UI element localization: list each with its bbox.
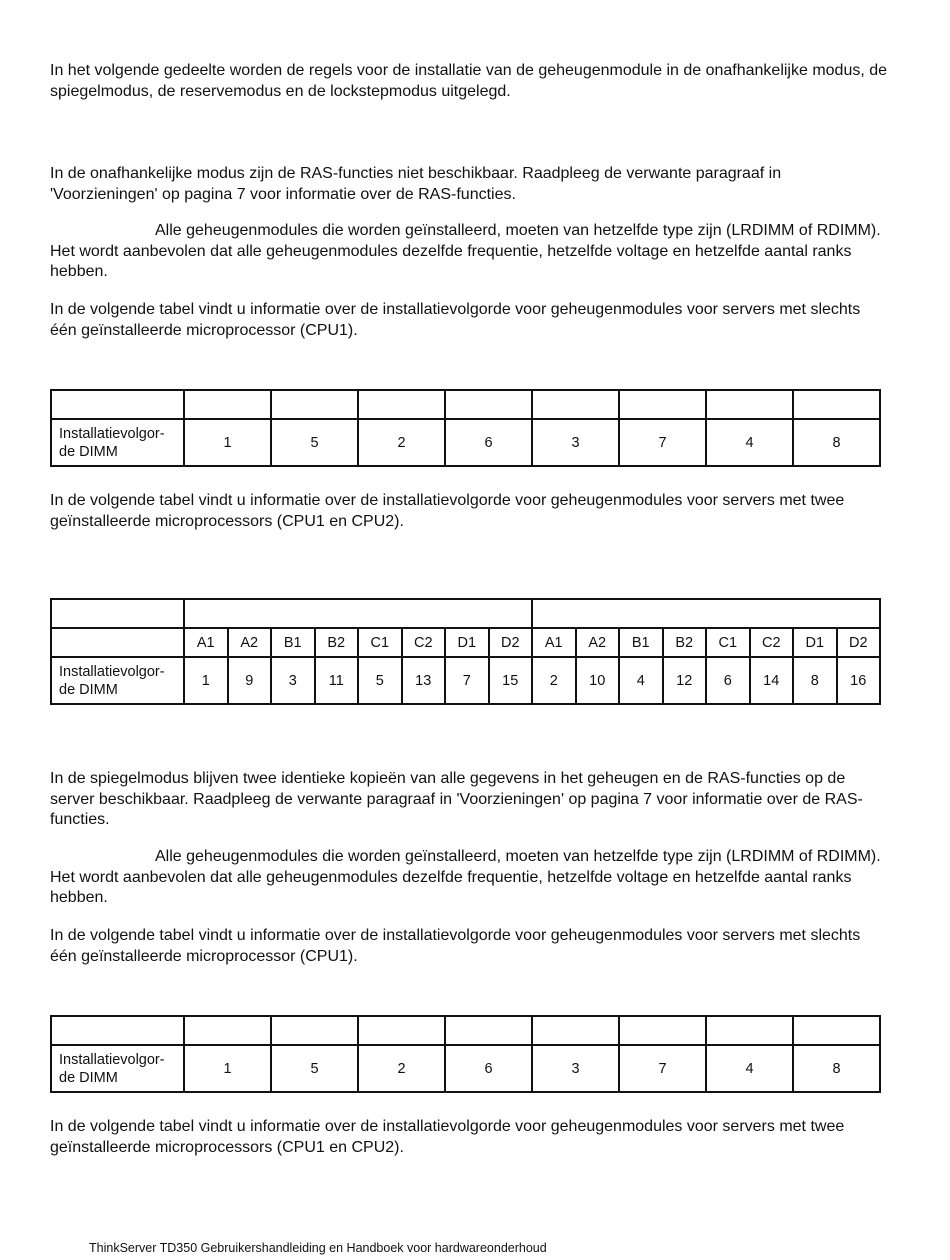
table-cell bbox=[51, 1016, 184, 1045]
row-label: Installatievolgor- de DIMM bbox=[51, 1045, 184, 1092]
table-cell: 1 bbox=[184, 419, 271, 466]
table-cell: 3 bbox=[271, 657, 315, 704]
table-intro-two-cpu-mirror: In de volgende tabel vindt u informatie over de installatievolgorde voor geheugenmodules voor servers met twee geïnstalleerde microprocessors (CPU1 en CPU2). bbox=[50, 1118, 845, 1156]
table-cell: 9 bbox=[228, 657, 272, 704]
table-cell bbox=[445, 1016, 532, 1045]
table-cell bbox=[271, 1016, 358, 1045]
table-cell: 8 bbox=[793, 657, 837, 704]
table-cell: 3 bbox=[532, 419, 619, 466]
slot-label: D1 bbox=[445, 628, 489, 657]
table-cell bbox=[184, 599, 532, 628]
slot-label: C1 bbox=[358, 628, 402, 657]
table-cell: 15 bbox=[489, 657, 533, 704]
table-cell: 13 bbox=[402, 657, 446, 704]
table-cell: 6 bbox=[706, 657, 750, 704]
table-cell bbox=[358, 390, 445, 419]
table-cell: 6 bbox=[445, 419, 532, 466]
table-cell bbox=[51, 628, 184, 657]
table-cell: 7 bbox=[445, 657, 489, 704]
table-cell: 8 bbox=[793, 1045, 880, 1092]
table-intro-two-cpu: In de volgende tabel vindt u informatie over de installatievolgorde voor geheugenmodules voor servers met twee geïnstalleerde microprocessors (CPU1 en CPU2). bbox=[50, 492, 845, 530]
table-header-row bbox=[51, 599, 880, 628]
table-cell: 5 bbox=[271, 419, 358, 466]
slot-label: A2 bbox=[576, 628, 620, 657]
table-row bbox=[51, 657, 880, 704]
dimm-table-two-cpu bbox=[50, 598, 881, 705]
table-cell bbox=[706, 1016, 793, 1045]
table-cell: 5 bbox=[271, 1045, 358, 1092]
table-cell: 2 bbox=[358, 419, 445, 466]
slot-label: B1 bbox=[619, 628, 663, 657]
table-cell: 4 bbox=[706, 1045, 793, 1092]
table-header-row bbox=[51, 1016, 880, 1045]
slot-row bbox=[51, 628, 880, 657]
table-cell: 12 bbox=[663, 657, 707, 704]
table-cell bbox=[532, 390, 619, 419]
row-label: Installatievolgor- de DIMM bbox=[51, 419, 184, 466]
table-cell bbox=[619, 1016, 706, 1045]
slot-label: A1 bbox=[532, 628, 576, 657]
note-paragraph-mirror: Alle geheugenmodules die worden geïnstalleerd, moeten van hetzelfde type zijn (LRDIMM of RDIMM). Het wordt aanbevolen dat alle geheugenmodules dezelfde frequentie, hetzelfde voltage en hetzelfde aantal ranks hebben. bbox=[50, 848, 881, 906]
table-cell: 6 bbox=[445, 1045, 532, 1092]
mirror-mode-paragraph: In de spiegelmodus blijven twee identieke kopieën van alle gegevens in het geheugen en de RAS-functies op de server beschikbaar. Raadpleeg de verwante paragraaf in 'Voorzieningen' op pagina 7 voor informatie over de RAS-functies. bbox=[50, 770, 863, 828]
table-cell: 2 bbox=[532, 657, 576, 704]
slot-label: A1 bbox=[184, 628, 228, 657]
table-cell bbox=[706, 390, 793, 419]
slot-label: C2 bbox=[750, 628, 794, 657]
table-intro-one-cpu-mirror: In de volgende tabel vindt u informatie over de installatievolgorde voor geheugenmodules voor servers met slechts één geïnstalleerde microprocessor (CPU1). bbox=[50, 927, 861, 965]
slot-label: B2 bbox=[315, 628, 359, 657]
table-cell: 16 bbox=[837, 657, 881, 704]
table-cell bbox=[184, 1016, 271, 1045]
slot-label: D2 bbox=[489, 628, 533, 657]
table-cell bbox=[271, 390, 358, 419]
table-cell bbox=[532, 599, 880, 628]
table-cell: 14 bbox=[750, 657, 794, 704]
table-cell: 4 bbox=[619, 657, 663, 704]
table-cell bbox=[532, 1016, 619, 1045]
table-cell: 2 bbox=[358, 1045, 445, 1092]
dimm-table-one-cpu bbox=[50, 389, 881, 467]
slot-label: A2 bbox=[228, 628, 272, 657]
table-cell: 5 bbox=[358, 657, 402, 704]
independent-mode-paragraph: In de onafhankelijke modus zijn de RAS-functies niet beschikbaar. Raadpleeg de verwante paragraaf in 'Voorzieningen' op pagina 7 voor informatie over de RAS-functies. bbox=[50, 165, 782, 203]
table-row bbox=[51, 419, 880, 466]
table-cell: 3 bbox=[532, 1045, 619, 1092]
slot-label: C2 bbox=[402, 628, 446, 657]
page-footer: ThinkServer TD350 Gebruikershandleiding en Handboek voor hardwareonderhoud bbox=[89, 1241, 547, 1255]
slot-label: D1 bbox=[793, 628, 837, 657]
table-cell: 1 bbox=[184, 657, 228, 704]
note-paragraph: Alle geheugenmodules die worden geïnstalleerd, moeten van hetzelfde type zijn (LRDIMM of RDIMM). Het wordt aanbevolen dat alle geheugenmodules dezelfde frequentie, hetzelfde voltage en hetzelfde aantal ranks hebben. bbox=[50, 222, 881, 280]
slot-label: D2 bbox=[837, 628, 881, 657]
table-cell: 1 bbox=[184, 1045, 271, 1092]
table-cell bbox=[358, 1016, 445, 1045]
intro-paragraph: In het volgende gedeelte worden de regels voor de installatie van de geheugenmodule in de onafhankelijke modus, de spiegelmodus, de reservemodus en de lockstepmodus uitgelegd. bbox=[50, 62, 888, 100]
slot-label: C1 bbox=[706, 628, 750, 657]
table-cell: 8 bbox=[793, 419, 880, 466]
table-cell: 4 bbox=[706, 419, 793, 466]
row-label: Installatievolgor- de DIMM bbox=[51, 657, 184, 704]
table-intro-one-cpu: In de volgende tabel vindt u informatie over de installatievolgorde voor geheugenmodules voor servers met slechts één geïnstalleerde microprocessor (CPU1). bbox=[50, 301, 861, 339]
table-cell bbox=[184, 390, 271, 419]
table-cell: 7 bbox=[619, 419, 706, 466]
dimm-table-one-cpu-mirror bbox=[50, 1015, 881, 1093]
table-cell bbox=[51, 599, 184, 628]
slot-label: B2 bbox=[663, 628, 707, 657]
slot-label: B1 bbox=[271, 628, 315, 657]
table-cell: 11 bbox=[315, 657, 359, 704]
table-cell: 10 bbox=[576, 657, 620, 704]
table-cell bbox=[445, 390, 532, 419]
table-cell bbox=[793, 1016, 880, 1045]
table-cell bbox=[51, 390, 184, 419]
table-header-row bbox=[51, 390, 880, 419]
table-cell bbox=[793, 390, 880, 419]
table-row bbox=[51, 1045, 880, 1092]
table-cell: 7 bbox=[619, 1045, 706, 1092]
table-cell bbox=[619, 390, 706, 419]
